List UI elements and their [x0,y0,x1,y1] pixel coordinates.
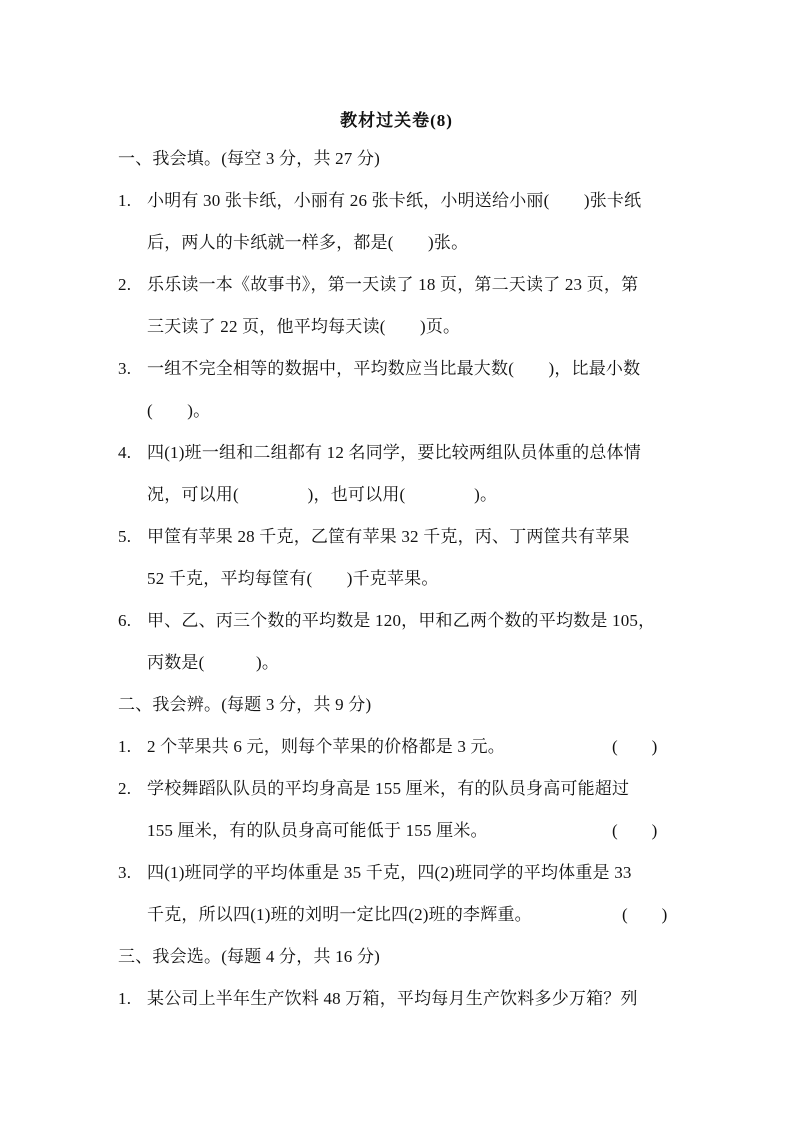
question-number: 2. [118,779,132,798]
question-2-line-2: 三天读了 22 页，他平均每天读( )页。 [147,317,461,336]
section-heading-fill: 一、我会填。(每空 3 分，共 27 分) [118,149,381,168]
page-title: 教材过关卷(8) [340,111,453,130]
question-2-line-1 [118,274,638,296]
question-number: 3. [118,359,132,378]
question-number: 5. [118,527,132,546]
question-text: 某公司上半年生产饮料 48 万箱，平均每月生产饮料多少万箱？列 [147,989,638,1008]
question-text: 四(1)班同学的平均体重是 35 千克，四(2)班同学的平均体重是 33 [147,863,632,882]
question-5-line-2: 52 千克，平均每筐有( )千克苹果。 [147,569,439,588]
question-text: 学校舞蹈队队员的平均身高是 155 厘米，有的队员身高可能超过 [147,779,630,798]
question-text: 一组不完全相等的数据中，平均数应当比最大数( )，比最小数 [147,359,641,378]
answer-box: ( ) [612,821,658,840]
question-6-line-2: 丙数是( )。 [147,653,280,672]
question-number: 4. [118,443,132,462]
question-number: 1. [118,191,132,210]
judge-1-line-1 [118,736,505,758]
question-3-line-1 [118,358,640,380]
judge-2-line-1 [118,778,629,800]
question-number: 1. [118,737,132,756]
question-number: 3. [118,863,132,882]
question-text: 四(1)班一组和二组都有 12 名同学，要比较两组队员体重的总体情 [147,443,641,462]
question-text: 甲、乙、丙三个数的平均数是 120，甲和乙两个数的平均数是 105， [147,611,656,630]
choose-1-line-1 [118,988,638,1010]
question-1-line-2: 后，两人的卡纸就一样多，都是( )张。 [147,233,469,252]
question-text: 2 个苹果共 6 元，则每个苹果的价格都是 3 元。 [147,737,505,756]
question-4-line-1 [118,442,641,464]
answer-box: ( ) [612,737,658,756]
question-6-line-1 [118,610,655,632]
section-heading-choose: 三、我会选。(每题 4 分，共 16 分) [118,947,381,966]
question-4-line-2: 况，可以用( )，也可以用( )。 [147,485,498,504]
answer-box: ( ) [622,905,668,924]
question-number: 6. [118,611,132,630]
question-number: 2. [118,275,132,294]
question-3-line-2: ( )。 [147,401,211,420]
question-text: 乐乐读一本《故事书》，第一天读了 18 页，第二天读了 23 页，第 [147,275,639,294]
judge-3-line-2: 千克，所以四(1)班的刘明一定比四(2)班的李辉重。 [147,905,532,924]
judge-3-line-1 [118,862,632,884]
question-text: 小明有 30 张卡纸，小丽有 26 张卡纸，小明送给小丽( )张卡纸 [147,191,642,210]
question-number: 1. [118,989,132,1008]
question-5-line-1 [118,526,630,548]
judge-2-line-2: 155 厘米，有的队员身高可能低于 155 厘米。 [147,821,488,840]
question-1-line-1 [118,190,641,212]
question-text: 甲筐有苹果 28 千克，乙筐有苹果 32 千克，丙、丁两筐共有苹果 [147,527,630,546]
section-heading-judge: 二、我会辨。(每题 3 分，共 9 分) [118,695,372,714]
